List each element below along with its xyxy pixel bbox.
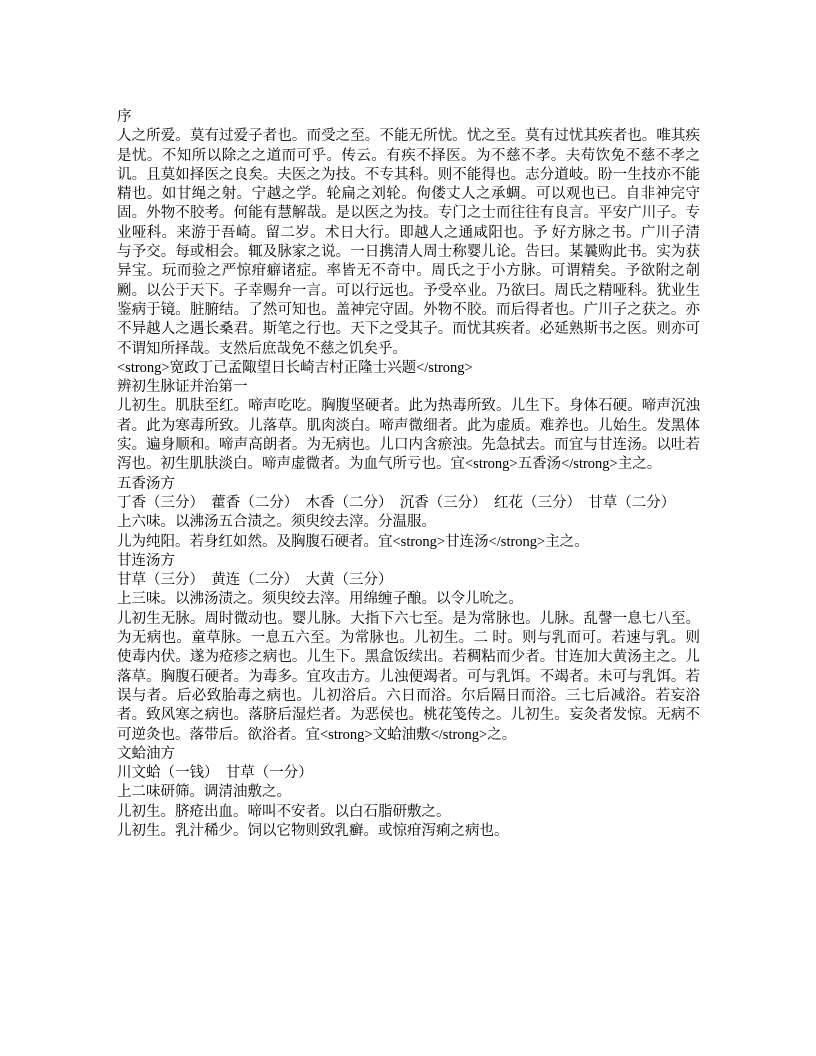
recipe-3-title: 文蛤油方: [117, 745, 175, 762]
recipe-3-ingredients: 川文蛤（一钱） 甘草（一分）: [117, 765, 313, 782]
recipe-2-ingredients: 甘草（三分） 黄连（二分） 大黄（三分）: [117, 572, 393, 589]
chapter-paragraph-1: 儿初生。肌肤至红。啼声吃吃。胸腹坚硬者。此为热毒所致。儿生下。身体石硬。啼声沉浊者。此为寒毒所致。儿落草。肌肉淡白。啼声微细者。此为虚质。难养也。儿始生。发黑体实。遍身顺和。啼声高朗者。为无病也。儿口内含瘀浊。先急拭去。而宜与甘连汤。以吐若泻也。初生肌肤淡白。啼声虚微者。为血气所亏也。宜<strong>五香汤</strong>主之。: [117, 398, 700, 473]
recipe-2-title: 甘连汤方: [117, 552, 175, 569]
chapter-paragraph-3: 儿初生无脉。周时微动也。婴儿脉。大指下六七至。是为常脉也。儿脉。乱謦一息七八至。为无病也。童草脉。一息五六至。为常脉也。儿初生。二 时。则与乳而可。若速与乳。则使毒内伏。遂为疮疹之病也。儿生下。黑盒饭续出。若稠粘而少者。甘连加大黄汤主之。儿落草。胸腹石硬者。为毒多。宜攻击方。儿浊便竭者。可与乳饵。不竭者。未可与乳饵。若误与者。后必致胎毒之病也。儿初浴后。六日而浴。尔后隔日而浴。三七后减浴。若妄浴者。致风寒之病也。落脐后湿烂者。为恶侯也。桃花笺传之。儿初生。妄灸者发惊。无病不可逆灸也。落带后。欲浴者。宜<strong>文蛤油敷</strong>之。: [117, 610, 700, 743]
recipe-3-instructions: 上二味研筛。调清油敷之。: [117, 784, 291, 801]
chapter-heading: 辨初生脉证并治第一: [117, 379, 248, 396]
recipe-1-title: 五香汤方: [117, 475, 175, 492]
recipe-1-ingredients: 丁香（三分） 藿香（二分） 木香（二分） 沉香（三分） 红花（三分） 甘草（二分）: [117, 494, 676, 511]
preface-colophon: <strong>宽政丁己孟陬望日长崎吉村正隆士兴题</strong>: [117, 359, 473, 376]
recipe-1-instructions: 上六味。以沸汤五合渍之。须臾绞去滓。分温服。: [117, 514, 436, 531]
chapter-paragraph-5: 儿初生。乳汁稀少。饲以它物则致乳癣。或惊疳泻痢之病也。: [117, 822, 509, 839]
chapter-paragraph-2: 儿为纯阳。若身红如然。及胸腹石硬者。宜<strong>甘连汤</strong>主之。: [117, 533, 589, 550]
recipe-2-instructions: 上三味。以沸汤渍之。须臾绞去滓。用绵缠子酿。以令儿吮之。: [117, 591, 523, 608]
preface-paragraph: 人之所爱。莫有过爱子者也。而受之至。不能无所忧。忧之至。莫有过忧其疾者也。唯其疾是忧。不知所以除之之道而可乎。传云。有疾不择医。为不慈不孝。夫苟饮免不慈不孝之讥。且莫如择医之良矣。夫医之为技。不专其科。则不能得也。志分道岐。盼一生技亦不能精也。如甘绳之射。宁越之学。轮扁之刘轮。佝偻丈人之承蜩。可以观也已。自非神完守固。外物不胶考。何能有慧解哉。是以医之为技。专门之士而往往有良言。平安广川子。专业哑科。来游于吾崎。留二岁。术日大行。即越人之通咸阳也。予 好方脉之书。广川子清与予交。每或相会。辄及脉家之说。一日携清人周士称婴儿论。告曰。某曩购此书。实为获异宝。玩而验之严惊疳癖诸症。率皆无不奇中。周氏之于小方脉。可谓精矣。予欲附之剞劂。以公于天下。子幸赐弁一言。可以行远也。予受卒业。乃欲曰。周氏之精哑科。犹业生鉴病于镜。脏腑结。了然可知也。盖神完守固。外物不胶。而后得者也。广川子之获之。亦不异越人之遇长桑君。斯笔之行也。天下之受其子。而忧其疾者。必延熟斯书之医。则亦可不谓知所择哉。支然后庶哉免不慈之饥矣乎。: [117, 128, 700, 357]
preface-title: 序: [117, 109, 132, 125]
chapter-paragraph-4: 儿初生。脐疮出血。啼叫不安者。以白石脂研敷之。: [117, 803, 451, 820]
